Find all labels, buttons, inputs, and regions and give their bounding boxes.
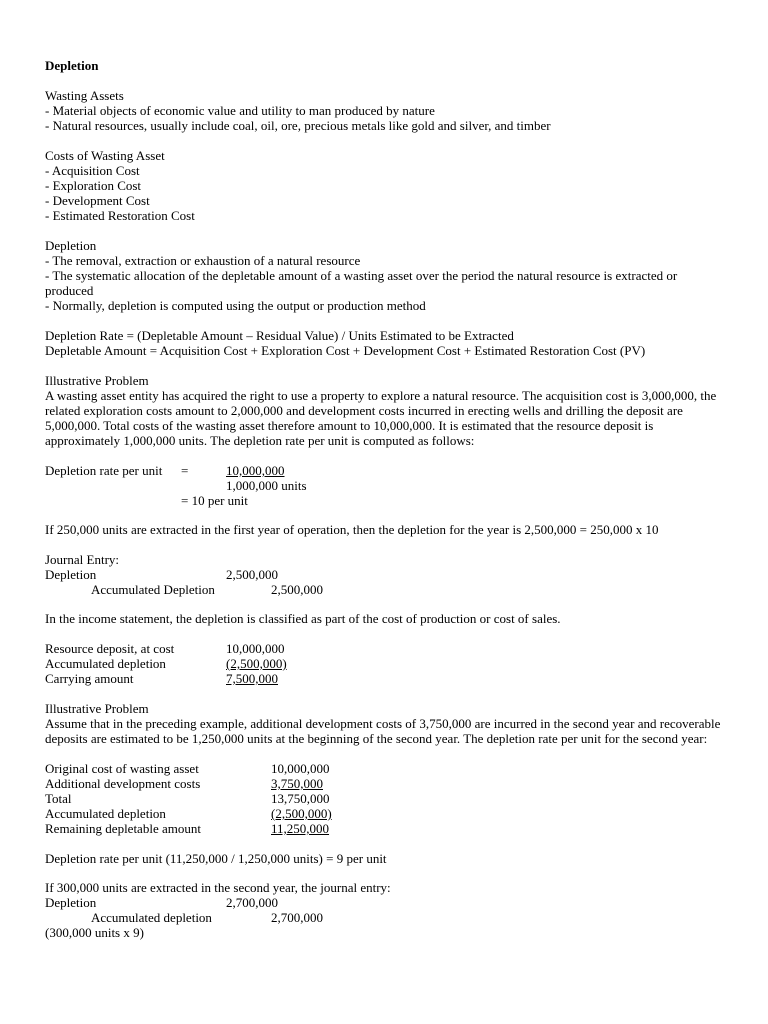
wasting-assets-heading: Wasting Assets bbox=[45, 88, 124, 103]
balance-label: Carrying amount bbox=[45, 671, 134, 686]
journal-credit: Accumulated Depletion bbox=[91, 582, 215, 597]
depletion-heading: Depletion bbox=[45, 238, 97, 253]
problem1-heading: Illustrative Problem bbox=[45, 373, 149, 388]
journal-credit-amount: 2,500,000 bbox=[271, 582, 323, 597]
problem2-row-value: 11,250,000 bbox=[271, 821, 330, 836]
problem2-heading: Illustrative Problem bbox=[45, 701, 149, 716]
problem2-journal-credit-amount: 2,700,000 bbox=[271, 910, 323, 925]
extracted-text: If 250,000 units are extracted in the first year of operation, then the depletion for the year is 2,500,000 = 250,000 x 10 bbox=[45, 522, 659, 537]
problem2-row-label: Original cost of wasting asset bbox=[45, 761, 199, 776]
problem2-row-value: 3,750,000 bbox=[271, 776, 323, 791]
costs-item: - Development Cost bbox=[45, 193, 150, 208]
costs-item: - Estimated Restoration Cost bbox=[45, 208, 195, 223]
problem2-journal-debit: Depletion bbox=[45, 895, 97, 910]
problem1-text: A wasting asset entity has acquired the right to use a property to explore a natural resource. The acquisition cost is 3,000,000, the related exploration costs amount to 2,000,000 and development costs incurred in erecting wells and drilling the deposit are 5,000,000. Total costs of the wasting asset therefore amount to 10,000,000. It is estimated that the resource deposit is approximately 1,000,000 units. The depletion rate per unit is computed as follows: bbox=[45, 388, 717, 448]
depletion-item: - Normally, depletion is computed using the output or production method bbox=[45, 298, 426, 313]
problem2-journal-credit: Accumulated depletion bbox=[91, 910, 212, 925]
balance-value: 7,500,000 bbox=[226, 671, 278, 686]
problem2-extracted-text: If 300,000 units are extracted in the second year, the journal entry: bbox=[45, 880, 391, 895]
costs-item: - Exploration Cost bbox=[45, 178, 142, 193]
depletion-item: - The removal, extraction or exhaustion of a natural resource bbox=[45, 253, 361, 268]
problem2-row-value: (2,500,000) bbox=[271, 806, 332, 821]
balance-label: Resource deposit, at cost bbox=[45, 641, 175, 656]
problem2-journal-note: (300,000 units x 9) bbox=[45, 925, 144, 940]
costs-item: - Acquisition Cost bbox=[45, 163, 140, 178]
journal-heading: Journal Entry: bbox=[45, 552, 120, 567]
rate-denominator: 1,000,000 units bbox=[226, 478, 307, 493]
costs-heading: Costs of Wasting Asset bbox=[45, 148, 165, 163]
wasting-assets-item: - Natural resources, usually include coal, oil, ore, precious metals like gold and silver, and timber bbox=[45, 118, 551, 133]
problem2-row-value: 10,000,000 bbox=[271, 761, 330, 776]
rate-result: = 10 per unit bbox=[181, 493, 248, 508]
problem2-row-label: Additional development costs bbox=[45, 776, 201, 791]
problem2-row-value: 13,750,000 bbox=[271, 791, 330, 806]
formula-line: Depletable Amount = Acquisition Cost + Exploration Cost + Development Cost + Estimated Restoration Cost (PV) bbox=[45, 343, 646, 358]
rate-label: Depletion rate per unit bbox=[45, 463, 163, 478]
document-title: Depletion bbox=[45, 58, 99, 73]
rate-numerator: 10,000,000 bbox=[226, 463, 285, 478]
formula-line: Depletion Rate = (Depletable Amount – Residual Value) / Units Estimated to be Extracted bbox=[45, 328, 514, 343]
problem2-row-label: Total bbox=[45, 791, 72, 806]
rate-equals: = bbox=[181, 463, 189, 478]
problem2-row-label: Accumulated depletion bbox=[45, 806, 166, 821]
journal-debit: Depletion bbox=[45, 567, 97, 582]
depletion-item: - The systematic allocation of the depletable amount of a wasting asset over the period the natural resource is extracted or produced bbox=[45, 268, 678, 298]
balance-value: (2,500,000) bbox=[226, 656, 287, 671]
income-text: In the income statement, the depletion is classified as part of the cost of production or cost of sales. bbox=[45, 611, 561, 626]
problem2-rate-text: Depletion rate per unit (11,250,000 / 1,250,000 units) = 9 per unit bbox=[45, 851, 387, 866]
problem2-journal-debit-amount: 2,700,000 bbox=[226, 895, 278, 910]
journal-debit-amount: 2,500,000 bbox=[226, 567, 278, 582]
balance-value: 10,000,000 bbox=[226, 641, 285, 656]
problem2-row-label: Remaining depletable amount bbox=[45, 821, 201, 836]
wasting-assets-item: - Material objects of economic value and utility to man produced by nature bbox=[45, 103, 435, 118]
problem2-text: Assume that in the preceding example, additional development costs of 3,750,000 are incurred in the second year and recoverable deposits are estimated to be 1,250,000 units at the beginning of the second year. The depletion rate per unit for the second year: bbox=[45, 716, 721, 746]
balance-label: Accumulated depletion bbox=[45, 656, 166, 671]
